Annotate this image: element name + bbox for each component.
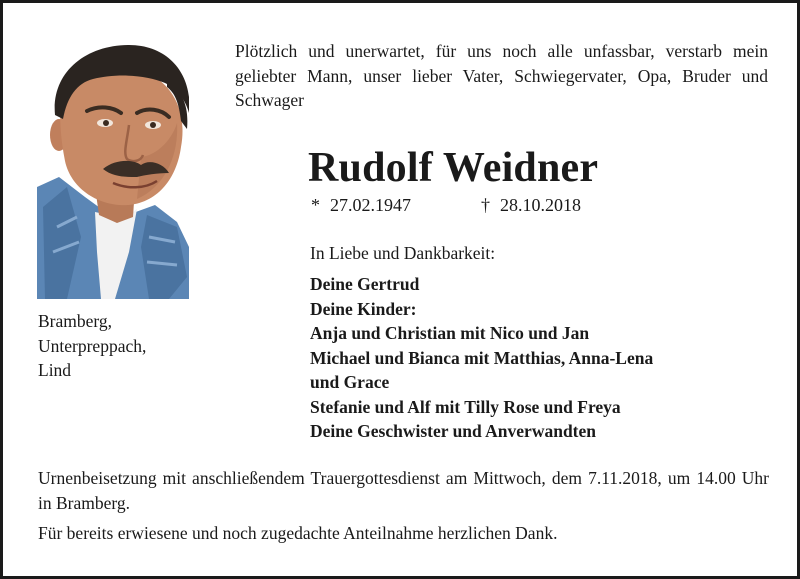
portrait-photo: [37, 37, 189, 299]
location-item: Lind: [38, 360, 72, 380]
death-dagger-icon: †: [481, 195, 490, 215]
mourner-line: Michael und Bianca mit Matthias, Anna-Lena: [310, 347, 654, 368]
death-date: 28.10.2018: [500, 195, 581, 215]
mourner-line: und Grace: [310, 372, 390, 392]
mourner-line: Stefanie und Alf mit Tilly Rose und Freya: [310, 396, 621, 417]
thanks-heading: In Liebe und Dankbarkeit:: [310, 243, 496, 263]
mourner-line: Deine Geschwister und Anverwandten: [310, 421, 597, 441]
birth-date-group: [311, 193, 411, 217]
birth-star-icon: *: [311, 195, 320, 215]
ceremony-info: Urnenbeisetzung mit anschließendem Trauergottesdienst am Mittwoch, dem 7.11.2018, um 14.00 Uhr in Bramberg.: [38, 468, 769, 513]
mourners-list: [310, 272, 653, 444]
birth-date: 27.02.1947: [330, 195, 411, 215]
mourner-line: Anja und Christian mit Nico und Jan: [310, 323, 590, 343]
location-item: Bramberg,: [38, 311, 113, 331]
closing-thanks: Für bereits erwiesene und noch zugedachte Anteilnahme herzlichen Dank.: [38, 523, 558, 543]
death-date-group: [481, 193, 581, 217]
mourner-line: Deine Kinder:: [310, 298, 417, 319]
mourner-line: Deine Gertrud: [310, 274, 420, 294]
locations-list: [38, 309, 146, 383]
intro-text: Plötzlich und unerwartet, für uns noch alle unfassbar, verstarb mein geliebter Mann, unser lieber Vater, Schwiegervater, Opa, Bruder und Schwager: [235, 41, 768, 110]
deceased-name: Rudolf Weidner: [308, 145, 599, 191]
location-item: Unterpreppach,: [38, 335, 147, 356]
